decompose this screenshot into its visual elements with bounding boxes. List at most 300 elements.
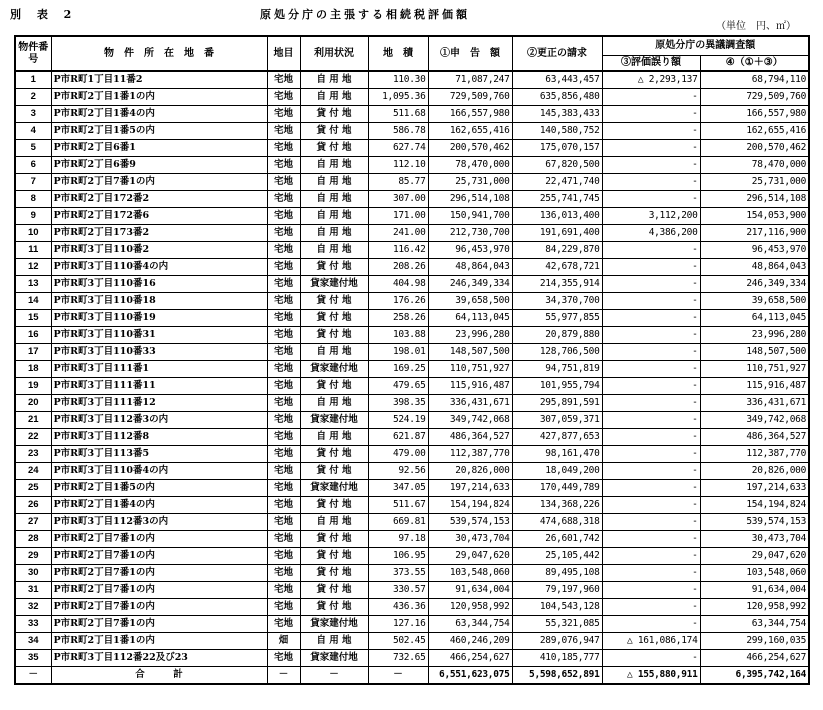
cell-no: 21 <box>15 412 51 429</box>
cell-use-status: 貸 付 地 <box>300 599 368 616</box>
cell-declared: 29,047,620 <box>428 548 512 565</box>
cell-use-status: 自 用 地 <box>300 395 368 412</box>
cell-area: 330.57 <box>368 582 428 599</box>
cell-correction-claim: 410,185,777 <box>512 650 602 667</box>
cell-area: 106.95 <box>368 548 428 565</box>
cell-survey-total: 166,557,980 <box>700 106 809 123</box>
cell-correction-claim: 136,013,400 <box>512 208 602 225</box>
cell-survey-total: 91,634,004 <box>700 582 809 599</box>
cell-area: 732.65 <box>368 650 428 667</box>
cell-correction-claim: 474,688,318 <box>512 514 602 531</box>
cell-land-category: 宅地 <box>267 650 300 667</box>
table-row <box>15 259 809 276</box>
cell-location: P市R町2丁目7番1の内 <box>51 616 267 633</box>
cell-land-category: 宅地 <box>267 548 300 565</box>
cell-survey-total: 539,574,153 <box>700 514 809 531</box>
cell-declared: 64,113,045 <box>428 310 512 327</box>
cell-correction-claim: 101,955,794 <box>512 378 602 395</box>
cell-declared: 96,453,970 <box>428 242 512 259</box>
total-error: △ 155,880,911 <box>602 667 700 685</box>
cell-location: P市R町2丁目1番1の内 <box>51 633 267 650</box>
cell-no: 25 <box>15 480 51 497</box>
cell-correction-claim: 22,471,740 <box>512 174 602 191</box>
cell-no: 8 <box>15 191 51 208</box>
cell-correction-claim: 84,229,870 <box>512 242 602 259</box>
cell-area: 92.56 <box>368 463 428 480</box>
cell-valuation-error: - <box>602 531 700 548</box>
cell-location: P市R町2丁目1番1の内 <box>51 89 267 106</box>
cell-no: 7 <box>15 174 51 191</box>
cell-valuation-error: △ 2,293,137 <box>602 71 700 89</box>
cell-land-category: 宅地 <box>267 531 300 548</box>
cell-correction-claim: 20,879,880 <box>512 327 602 344</box>
cell-use-status: 自 用 地 <box>300 242 368 259</box>
cell-use-status: 貸 付 地 <box>300 463 368 480</box>
cell-valuation-error: - <box>602 446 700 463</box>
cell-valuation-error: - <box>602 106 700 123</box>
cell-area: 127.16 <box>368 616 428 633</box>
cell-no: 5 <box>15 140 51 157</box>
cell-no: 23 <box>15 446 51 463</box>
cell-area: 112.10 <box>368 157 428 174</box>
cell-correction-claim: 104,543,128 <box>512 599 602 616</box>
cell-correction-claim: 289,076,947 <box>512 633 602 650</box>
cell-location: P市R町3丁目111番12 <box>51 395 267 412</box>
cell-survey-total: 246,349,334 <box>700 276 809 293</box>
col-header-survey-total: ④（①＋③） <box>700 56 809 72</box>
cell-land-category: 宅地 <box>267 293 300 310</box>
cell-use-status: 自 用 地 <box>300 157 368 174</box>
cell-area: 347.05 <box>368 480 428 497</box>
cell-area: 404.98 <box>368 276 428 293</box>
cell-land-category: 宅地 <box>267 106 300 123</box>
cell-valuation-error: - <box>602 242 700 259</box>
table-row <box>15 616 809 633</box>
cell-land-category: 宅地 <box>267 157 300 174</box>
document-title: 原処分庁の主張する相続税評価額 <box>260 8 470 21</box>
cell-no: 30 <box>15 565 51 582</box>
cell-correction-claim: 128,706,500 <box>512 344 602 361</box>
table-row <box>15 344 809 361</box>
cell-declared: 486,364,527 <box>428 429 512 446</box>
cell-land-category: 宅地 <box>267 310 300 327</box>
cell-use-status: 貸 付 地 <box>300 378 368 395</box>
table-footer <box>15 667 809 685</box>
cell-correction-claim: 255,741,745 <box>512 191 602 208</box>
cell-area: 479.65 <box>368 378 428 395</box>
cell-location: P市R町1丁目11番2 <box>51 71 267 89</box>
cell-survey-total: 162,655,416 <box>700 123 809 140</box>
table-row <box>15 157 809 174</box>
cell-valuation-error: - <box>602 412 700 429</box>
cell-use-status: 貸 付 地 <box>300 582 368 599</box>
cell-valuation-error: - <box>602 599 700 616</box>
cell-use-status: 貸家建付地 <box>300 616 368 633</box>
cell-location: P市R町3丁目112番8 <box>51 429 267 446</box>
cell-land-category: 宅地 <box>267 123 300 140</box>
cell-use-status: 貸 付 地 <box>300 293 368 310</box>
cell-area: 524.19 <box>368 412 428 429</box>
cell-use-status: 自 用 地 <box>300 208 368 225</box>
cell-use-status: 自 用 地 <box>300 89 368 106</box>
cell-use-status: 貸家建付地 <box>300 480 368 497</box>
cell-location: P市R町3丁目110番4の内 <box>51 463 267 480</box>
cell-area: 373.55 <box>368 565 428 582</box>
cell-declared: 103,548,060 <box>428 565 512 582</box>
cell-use-status: 貸 付 地 <box>300 565 368 582</box>
cell-no: 35 <box>15 650 51 667</box>
table-row <box>15 429 809 446</box>
cell-no: 16 <box>15 327 51 344</box>
cell-declared: 150,941,700 <box>428 208 512 225</box>
cell-valuation-error: 4,386,200 <box>602 225 700 242</box>
cell-area: 208.26 <box>368 259 428 276</box>
cell-land-category: 宅地 <box>267 276 300 293</box>
cell-use-status: 貸 付 地 <box>300 123 368 140</box>
cell-land-category: 宅地 <box>267 514 300 531</box>
cell-use-status: 貸家建付地 <box>300 361 368 378</box>
cell-area: 479.00 <box>368 446 428 463</box>
cell-location: P市R町2丁目1番4の内 <box>51 497 267 514</box>
cell-land-category: 宅地 <box>267 395 300 412</box>
cell-no: 2 <box>15 89 51 106</box>
cell-use-status: 自 用 地 <box>300 71 368 89</box>
cell-correction-claim: 67,820,500 <box>512 157 602 174</box>
cell-valuation-error: - <box>602 582 700 599</box>
cell-area: 586.78 <box>368 123 428 140</box>
table-row <box>15 140 809 157</box>
cell-area: 502.45 <box>368 633 428 650</box>
cell-use-status: 自 用 地 <box>300 225 368 242</box>
cell-no: 3 <box>15 106 51 123</box>
cell-land-category: 宅地 <box>267 327 300 344</box>
cell-declared: 466,254,627 <box>428 650 512 667</box>
total-label: 合 計 <box>51 667 267 685</box>
table-row <box>15 514 809 531</box>
cell-no: 19 <box>15 378 51 395</box>
cell-use-status: 貸 付 地 <box>300 310 368 327</box>
total-declared: 6,551,623,075 <box>428 667 512 685</box>
cell-no: 17 <box>15 344 51 361</box>
cell-area: 198.01 <box>368 344 428 361</box>
cell-survey-total: 48,864,043 <box>700 259 809 276</box>
cell-area: 511.67 <box>368 497 428 514</box>
cell-use-status: 自 用 地 <box>300 633 368 650</box>
cell-valuation-error: - <box>602 463 700 480</box>
cell-area: 241.00 <box>368 225 428 242</box>
cell-use-status: 自 用 地 <box>300 344 368 361</box>
cell-no: 13 <box>15 276 51 293</box>
cell-no: 11 <box>15 242 51 259</box>
cell-no: 20 <box>15 395 51 412</box>
cell-valuation-error: - <box>602 565 700 582</box>
cell-location: P市R町2丁目172番6 <box>51 208 267 225</box>
cell-declared: 539,574,153 <box>428 514 512 531</box>
cell-correction-claim: 307,059,371 <box>512 412 602 429</box>
cell-use-status: 自 用 地 <box>300 429 368 446</box>
cell-no: 10 <box>15 225 51 242</box>
cell-declared: 30,473,704 <box>428 531 512 548</box>
table-row <box>15 174 809 191</box>
cell-valuation-error: - <box>602 140 700 157</box>
cell-location: P市R町2丁目6番9 <box>51 157 267 174</box>
unit-note: （単位 円、㎡） <box>716 21 796 32</box>
cell-area: 627.74 <box>368 140 428 157</box>
cell-survey-total: 110,751,927 <box>700 361 809 378</box>
cell-declared: 246,349,334 <box>428 276 512 293</box>
cell-location: P市R町2丁目6番1 <box>51 140 267 157</box>
cell-location: P市R町3丁目113番5 <box>51 446 267 463</box>
cell-location: P市R町2丁目1番5の内 <box>51 123 267 140</box>
col-header-location: 物 件 所 在 地 番 <box>51 36 267 71</box>
col-header-area: 地 積 <box>368 36 428 71</box>
table-row <box>15 497 809 514</box>
cell-location: P市R町3丁目110番2 <box>51 242 267 259</box>
cell-location: P市R町2丁目7番1の内 <box>51 582 267 599</box>
cell-declared: 23,996,280 <box>428 327 512 344</box>
cell-use-status: 貸 付 地 <box>300 106 368 123</box>
cell-location: P市R町3丁目110番33 <box>51 344 267 361</box>
table-header <box>15 36 809 71</box>
cell-valuation-error: - <box>602 548 700 565</box>
cell-location: P市R町2丁目7番1の内 <box>51 599 267 616</box>
cell-use-status: 貸 付 地 <box>300 497 368 514</box>
cell-land-category: 宅地 <box>267 412 300 429</box>
cell-declared: 78,470,000 <box>428 157 512 174</box>
document-label: 別 表 2 <box>10 8 78 21</box>
cell-location: P市R町3丁目110番16 <box>51 276 267 293</box>
cell-declared: 197,214,633 <box>428 480 512 497</box>
cell-correction-claim: 63,443,457 <box>512 71 602 89</box>
table-row <box>15 327 809 344</box>
cell-land-category: 宅地 <box>267 378 300 395</box>
cell-declared: 39,658,500 <box>428 293 512 310</box>
cell-use-status: 貸 付 地 <box>300 548 368 565</box>
cell-correction-claim: 34,370,700 <box>512 293 602 310</box>
cell-valuation-error: - <box>602 123 700 140</box>
cell-valuation-error: - <box>602 361 700 378</box>
cell-land-category: 宅地 <box>267 140 300 157</box>
cell-location: P市R町3丁目110番19 <box>51 310 267 327</box>
cell-survey-total: 486,364,527 <box>700 429 809 446</box>
cell-location: P市R町2丁目7番1の内 <box>51 531 267 548</box>
cell-area: 1,095.36 <box>368 89 428 106</box>
col-header-survey-group: 原処分庁の異議調査額 <box>602 36 809 56</box>
cell-survey-total: 23,996,280 <box>700 327 809 344</box>
cell-location: P市R町2丁目1番5の内 <box>51 480 267 497</box>
cell-valuation-error: - <box>602 395 700 412</box>
cell-survey-total: 148,507,500 <box>700 344 809 361</box>
cell-valuation-error: - <box>602 650 700 667</box>
table-row <box>15 242 809 259</box>
cell-area: 258.26 <box>368 310 428 327</box>
col-header-use-status: 利用状況 <box>300 36 368 71</box>
cell-survey-total: 115,916,487 <box>700 378 809 395</box>
cell-correction-claim: 98,161,470 <box>512 446 602 463</box>
cell-no: 14 <box>15 293 51 310</box>
cell-declared: 166,557,980 <box>428 106 512 123</box>
cell-correction-claim: 134,368,226 <box>512 497 602 514</box>
table-row <box>15 633 809 650</box>
cell-correction-claim: 94,751,819 <box>512 361 602 378</box>
cell-valuation-error: - <box>602 378 700 395</box>
cell-use-status: 自 用 地 <box>300 174 368 191</box>
cell-location: P市R町3丁目112番3の内 <box>51 514 267 531</box>
cell-declared: 460,246,209 <box>428 633 512 650</box>
cell-land-category: 宅地 <box>267 174 300 191</box>
cell-survey-total: 336,431,671 <box>700 395 809 412</box>
cell-survey-total: 68,794,110 <box>700 71 809 89</box>
cell-survey-total: 112,387,770 <box>700 446 809 463</box>
cell-no: 1 <box>15 71 51 89</box>
col-header-valuation-error: ③評価誤り額 <box>602 56 700 72</box>
cell-use-status: 自 用 地 <box>300 191 368 208</box>
cell-correction-claim: 427,877,653 <box>512 429 602 446</box>
table-row <box>15 582 809 599</box>
cell-correction-claim: 79,197,960 <box>512 582 602 599</box>
table-row <box>15 395 809 412</box>
cell-land-category: 宅地 <box>267 599 300 616</box>
cell-no: 31 <box>15 582 51 599</box>
cell-area: 85.77 <box>368 174 428 191</box>
cell-land-category: 宅地 <box>267 208 300 225</box>
cell-valuation-error: - <box>602 616 700 633</box>
cell-area: 307.00 <box>368 191 428 208</box>
cell-land-category: 宅地 <box>267 497 300 514</box>
cell-land-category: 宅地 <box>267 463 300 480</box>
cell-survey-total: 20,826,000 <box>700 463 809 480</box>
cell-no: 9 <box>15 208 51 225</box>
table-row <box>15 361 809 378</box>
cell-no: 15 <box>15 310 51 327</box>
table-row <box>15 446 809 463</box>
table-row <box>15 463 809 480</box>
cell-use-status: 貸 付 地 <box>300 446 368 463</box>
cell-no: 26 <box>15 497 51 514</box>
cell-no: 22 <box>15 429 51 446</box>
cell-survey-total: 63,344,754 <box>700 616 809 633</box>
cell-survey-total: 729,509,760 <box>700 89 809 106</box>
cell-location: P市R町3丁目110番31 <box>51 327 267 344</box>
cell-valuation-error: - <box>602 157 700 174</box>
cell-location: P市R町3丁目112番22及び23 <box>51 650 267 667</box>
cell-use-status: 貸家建付地 <box>300 276 368 293</box>
total-area: － <box>368 667 428 685</box>
cell-no: 27 <box>15 514 51 531</box>
cell-survey-total: 296,514,108 <box>700 191 809 208</box>
cell-use-status: 貸 付 地 <box>300 531 368 548</box>
cell-area: 171.00 <box>368 208 428 225</box>
cell-land-category: 宅地 <box>267 242 300 259</box>
cell-declared: 63,344,754 <box>428 616 512 633</box>
cell-land-category: 宅地 <box>267 225 300 242</box>
cell-land-category: 宅地 <box>267 446 300 463</box>
cell-correction-claim: 175,070,157 <box>512 140 602 157</box>
cell-area: 176.26 <box>368 293 428 310</box>
cell-correction-claim: 140,580,752 <box>512 123 602 140</box>
cell-survey-total: 217,116,900 <box>700 225 809 242</box>
cell-location: P市R町3丁目112番3の内 <box>51 412 267 429</box>
cell-use-status: 貸家建付地 <box>300 412 368 429</box>
cell-survey-total: 78,470,000 <box>700 157 809 174</box>
table-row <box>15 310 809 327</box>
cell-declared: 212,730,700 <box>428 225 512 242</box>
cell-use-status: 貸 付 地 <box>300 259 368 276</box>
cell-survey-total: 39,658,500 <box>700 293 809 310</box>
cell-land-category: 宅地 <box>267 191 300 208</box>
cell-valuation-error: - <box>602 174 700 191</box>
col-header-declared: ①申 告 額 <box>428 36 512 71</box>
table-row <box>15 378 809 395</box>
cell-no: 18 <box>15 361 51 378</box>
total-no: － <box>15 667 51 685</box>
cell-declared: 154,194,824 <box>428 497 512 514</box>
cell-no: 28 <box>15 531 51 548</box>
cell-valuation-error: - <box>602 310 700 327</box>
cell-location: P市R町3丁目111番1 <box>51 361 267 378</box>
cell-survey-total: 299,160,035 <box>700 633 809 650</box>
table-body <box>15 71 809 667</box>
cell-area: 103.88 <box>368 327 428 344</box>
cell-correction-claim: 89,495,108 <box>512 565 602 582</box>
table-row <box>15 225 809 242</box>
table-row <box>15 531 809 548</box>
cell-declared: 25,731,000 <box>428 174 512 191</box>
table-row <box>15 480 809 497</box>
table-row <box>15 548 809 565</box>
cell-survey-total: 349,742,068 <box>700 412 809 429</box>
total-use: － <box>300 667 368 685</box>
cell-valuation-error: - <box>602 514 700 531</box>
cell-location: P市R町3丁目110番4の内 <box>51 259 267 276</box>
cell-valuation-error: - <box>602 191 700 208</box>
cell-correction-claim: 214,355,914 <box>512 276 602 293</box>
cell-no: 4 <box>15 123 51 140</box>
total-category: － <box>267 667 300 685</box>
cell-correction-claim: 145,383,433 <box>512 106 602 123</box>
table-row <box>15 293 809 310</box>
cell-location: P市R町2丁目7番1の内 <box>51 174 267 191</box>
cell-valuation-error: - <box>602 497 700 514</box>
cell-declared: 20,826,000 <box>428 463 512 480</box>
cell-land-category: 宅地 <box>267 344 300 361</box>
table-row <box>15 276 809 293</box>
cell-no: 24 <box>15 463 51 480</box>
cell-declared: 71,087,247 <box>428 71 512 89</box>
cell-land-category: 宅地 <box>267 616 300 633</box>
col-header-no: 物件番号 <box>15 36 51 71</box>
cell-correction-claim: 18,049,200 <box>512 463 602 480</box>
cell-survey-total: 103,548,060 <box>700 565 809 582</box>
cell-survey-total: 29,047,620 <box>700 548 809 565</box>
cell-correction-claim: 26,601,742 <box>512 531 602 548</box>
cell-survey-total: 466,254,627 <box>700 650 809 667</box>
table-row <box>15 191 809 208</box>
table-row <box>15 412 809 429</box>
cell-correction-claim: 191,691,400 <box>512 225 602 242</box>
cell-location: P市R町3丁目111番11 <box>51 378 267 395</box>
cell-use-status: 貸家建付地 <box>300 650 368 667</box>
cell-area: 669.81 <box>368 514 428 531</box>
cell-valuation-error: - <box>602 293 700 310</box>
cell-valuation-error: - <box>602 480 700 497</box>
cell-area: 110.30 <box>368 71 428 89</box>
cell-area: 169.25 <box>368 361 428 378</box>
cell-location: P市R町2丁目1番4の内 <box>51 106 267 123</box>
cell-no: 29 <box>15 548 51 565</box>
cell-valuation-error: - <box>602 89 700 106</box>
cell-area: 436.36 <box>368 599 428 616</box>
